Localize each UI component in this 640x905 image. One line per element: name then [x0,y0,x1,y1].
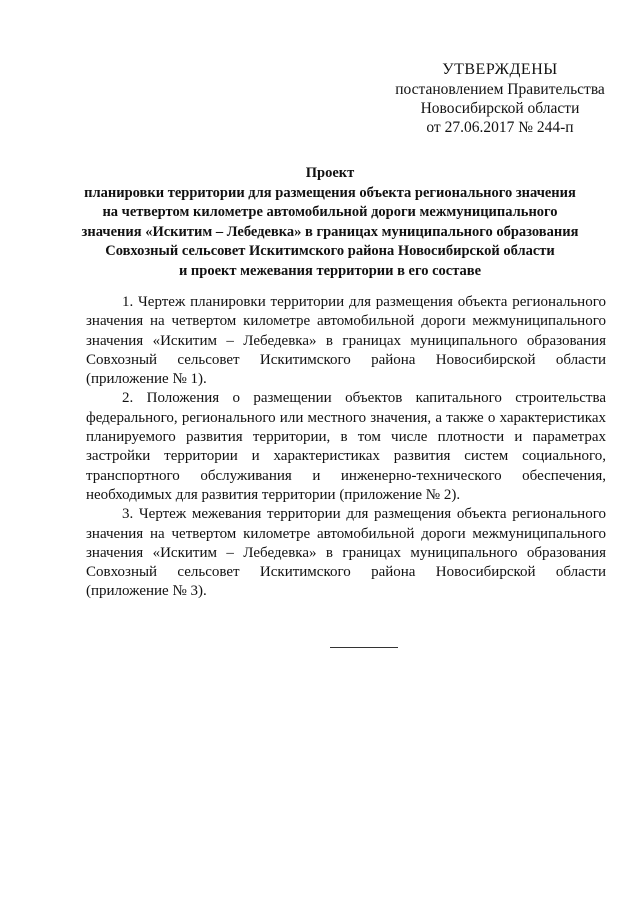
title-line-3: на четвертом километре автомобильной дороги межмуниципального [102,204,558,220]
title-line-2: планировки территории для размещения объекта регионального значения [84,184,576,201]
paragraph-3: 3. Чертеж межевания территории для размещения объекта регионального значения на четвертом километре автомобильной дороги межмуниципального значения «Искитим – Лебедевка» в границах муниципального образования Совхозный сельсовет Искитимского района Новосибирской области (приложение № 3). [86,506,606,600]
title-line-5: Совхозный сельсовет Искитимского района Новосибирской области [105,243,555,259]
title-line-4: значения «Искитим – Лебедевка» в границах муниципального образования [81,223,579,240]
approval-block [380,60,620,137]
approval-line-2: Новосибирской области [420,100,580,117]
document-title [60,164,600,281]
document-body [86,293,606,602]
approval-date-number: от 27.06.2017 № 244-п [426,119,574,136]
end-divider-line [330,647,398,648]
paragraph-2: 2. Положения о размещении объектов капитального строительства федерального, регионального или местного значения, а также о характеристиках планируемого развития территории, в том числе плотности и параметрах застройки территории и характеристиках развития систем социального, транспортного обслуживания и инженерно-технического обеспечения, необходимых для развития территории (приложение № 2). [86,390,606,503]
approval-line-1: постановлением Правительства [395,81,605,98]
title-line-6: и проект межевания территории в его составе [178,262,482,279]
paragraph-1: 1. Чертеж планировки территории для размещения объекта регионального значения на четвертом километре автомобильной дороги межмуниципального значения «Искитим – Лебедевка» в границах муниципального образования Совхозный сельсовет Искитимского района Новосибирской области (приложение № 1). [86,294,606,388]
approval-heading: УТВЕРЖДЕНЫ [442,61,558,78]
title-line-1: Проект [305,165,355,181]
